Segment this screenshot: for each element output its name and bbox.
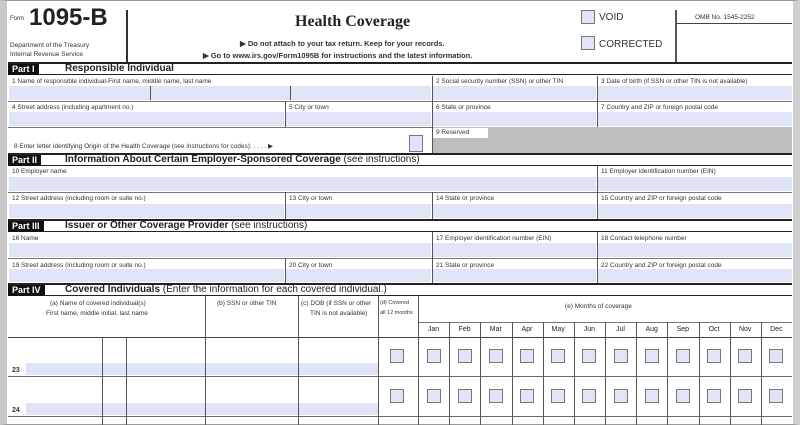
month-header-mar: Mar: [489, 326, 502, 333]
issuer-phone-input[interactable]: [598, 243, 792, 257]
month-divider: [512, 322, 513, 425]
field20-label: 20 City or town: [289, 262, 333, 269]
street-input[interactable]: [9, 112, 284, 126]
col-a-label: (a) Name of covered individual(s): [50, 300, 146, 307]
month-divider: [543, 322, 544, 425]
instruction-attach: ▶ Do not attach to your tax return. Keep for your records.: [240, 39, 445, 48]
month-header-dec: Dec: [770, 326, 783, 333]
field19-label: 19 Street address (including room or suite no.): [12, 262, 146, 269]
row-23-dec-checkbox[interactable]: [769, 349, 783, 363]
field1-label: 1 Name of responsible individual-First name, middle name, last name: [12, 78, 212, 85]
field21-label: 21 State or province: [436, 262, 495, 269]
department: Department of the Treasury: [10, 42, 90, 49]
field9-label: 9 Reserved: [436, 129, 470, 136]
field8-label: 8 Enter letter identifying Origin of the Health Coverage (see instructions for codes): . . . . ▶: [14, 143, 273, 150]
agency: Internal Revenue Service: [10, 51, 83, 58]
ssn-input[interactable]: [433, 86, 596, 100]
col-c-sublabel: TIN is not available): [310, 310, 368, 317]
field17-label: 17 Employer identification number (EIN): [436, 235, 552, 242]
row-24-nov-checkbox[interactable]: [738, 389, 752, 403]
col-b-label: (b) SSN or other TIN: [217, 300, 277, 307]
responsible-name-input[interactable]: [9, 86, 431, 100]
field4-label: 4 Street address (including apartment no.): [12, 104, 134, 111]
col-d-sublabel: all 12 months: [380, 310, 413, 316]
month-header-apr: Apr: [521, 326, 533, 333]
row-24-oct-checkbox[interactable]: [707, 389, 721, 403]
issuer-city-input[interactable]: [286, 269, 431, 282]
dob-input[interactable]: [598, 86, 792, 100]
row-23-apr-checkbox[interactable]: [520, 349, 534, 363]
row-23-all-months-checkbox[interactable]: [390, 349, 404, 363]
void-label: VOID: [599, 12, 624, 23]
form-title: Health Coverage: [295, 13, 411, 30]
part1-header: Part I Responsible Individual: [8, 62, 792, 75]
omb-number: OMB No. 1545-2252: [695, 14, 755, 21]
row-23-input[interactable]: [26, 363, 378, 375]
employer-name-input[interactable]: [9, 177, 596, 191]
corrected-label: CORRECTED: [599, 39, 663, 50]
part4-header: Part IV Covered Individuals (Enter the information for each covered individual.): [8, 283, 792, 296]
row-24-jun-checkbox[interactable]: [582, 389, 596, 403]
row-24-aug-checkbox[interactable]: [645, 389, 659, 403]
row-24-feb-checkbox[interactable]: [458, 389, 472, 403]
zip-input[interactable]: [598, 112, 792, 126]
row-24-sep-checkbox[interactable]: [676, 389, 690, 403]
col-c-label: (c) DOB (if SSN or other: [301, 300, 372, 307]
row-23-may-checkbox[interactable]: [551, 349, 565, 363]
month-header-nov: Nov: [738, 326, 752, 333]
state-input[interactable]: [433, 112, 596, 126]
col-a-sublabel: First name, middle initial, last name: [46, 310, 148, 317]
field22-label: 22 Country and ZIP or foreign postal code: [601, 262, 722, 269]
field18-label: 18 Contact telephone number: [601, 235, 687, 242]
row-24-apr-checkbox[interactable]: [520, 389, 534, 403]
field5-label: 5 City or town: [289, 104, 329, 111]
city-input[interactable]: [286, 112, 431, 126]
origin-code-input[interactable]: [409, 135, 423, 152]
field13-label: 13 City or town: [289, 195, 333, 202]
month-divider: [480, 322, 481, 425]
corrected-checkbox[interactable]: [581, 36, 595, 50]
field2-label: 2 Social security number (SSN) or other TIN: [436, 78, 564, 85]
col-e-label: (e) Months of coverage: [565, 303, 632, 310]
row-23-jan-checkbox[interactable]: [427, 349, 441, 363]
month-header-jan: Jan: [427, 326, 440, 333]
month-header-aug: Aug: [645, 326, 658, 333]
form-number: 1095-B: [29, 4, 108, 31]
field7-label: 7 Country and ZIP or foreign postal code: [601, 104, 718, 111]
employer-zip-input[interactable]: [598, 204, 792, 218]
issuer-street-input[interactable]: [9, 269, 284, 282]
field11-label: 11 Employer identification number (EIN): [601, 168, 716, 175]
row-23-jun-checkbox[interactable]: [582, 349, 596, 363]
month-divider: [449, 322, 450, 425]
issuer-name-input[interactable]: [9, 243, 431, 257]
month-header-sep: Sep: [676, 326, 690, 333]
row-23-oct-checkbox[interactable]: [707, 349, 721, 363]
issuer-ein-input[interactable]: [433, 243, 596, 257]
field10-label: 10 Employer name: [12, 168, 67, 175]
field3-label: 3 Date of birth (if SSN or other TIN is not available): [601, 78, 748, 85]
part3-header: Part III Issuer or Other Coverage Provider (see instructions): [8, 219, 792, 232]
row-23-feb-checkbox[interactable]: [458, 349, 472, 363]
month-divider: [667, 322, 668, 425]
row-24-mar-checkbox[interactable]: [489, 389, 503, 403]
form-word: Form: [10, 16, 24, 22]
field16-label: 16 Name: [12, 235, 39, 242]
row-23-sep-checkbox[interactable]: [676, 349, 690, 363]
row-24-jul-checkbox[interactable]: [614, 389, 628, 403]
issuer-state-input[interactable]: [433, 269, 596, 282]
month-divider: [730, 322, 731, 425]
month-divider: [605, 322, 606, 425]
void-checkbox[interactable]: [581, 10, 595, 24]
month-divider: [574, 322, 575, 425]
field6-label: 6 State or province: [436, 104, 491, 111]
issuer-zip-input[interactable]: [598, 269, 792, 282]
field12-label: 12 Street address (including room or suite no.): [12, 195, 146, 202]
col-d-label: (d) Covered: [380, 300, 410, 306]
row-24-dec-checkbox[interactable]: [769, 389, 783, 403]
row-23-aug-checkbox[interactable]: [645, 349, 659, 363]
month-header-may: May: [551, 326, 565, 333]
month-divider: [699, 322, 700, 425]
row-24-input[interactable]: [26, 403, 378, 415]
row-23-number: 23: [12, 367, 20, 374]
month-header-oct: Oct: [708, 326, 720, 333]
month-header-jul: Jul: [616, 326, 625, 333]
month-divider: [636, 322, 637, 425]
row-23-nov-checkbox[interactable]: [738, 349, 752, 363]
row-24-all-months-checkbox[interactable]: [390, 389, 404, 403]
field15-label: 15 Country and ZIP or foreign postal code: [601, 195, 722, 202]
employer-ein-input[interactable]: [598, 177, 792, 191]
month-header-feb: Feb: [458, 326, 471, 333]
row-24-jan-checkbox[interactable]: [427, 389, 441, 403]
field14-label: 14 State or province: [436, 195, 495, 202]
row-23-mar-checkbox[interactable]: [489, 349, 503, 363]
month-header-jun: Jun: [583, 326, 595, 333]
row-24-number: 24: [12, 407, 20, 414]
employer-street-input[interactable]: [9, 204, 284, 218]
row-23-jul-checkbox[interactable]: [614, 349, 628, 363]
employer-state-input[interactable]: [433, 204, 596, 218]
row-24-may-checkbox[interactable]: [551, 389, 565, 403]
part2-header: Part II Information About Certain Employer-Sponsored Coverage (see instructions): [8, 153, 792, 166]
instruction-website[interactable]: ▶ Go to www.irs.gov/Form1095B for instructions and the latest information.: [203, 51, 473, 60]
month-divider: [761, 322, 762, 425]
employer-city-input[interactable]: [286, 204, 431, 218]
